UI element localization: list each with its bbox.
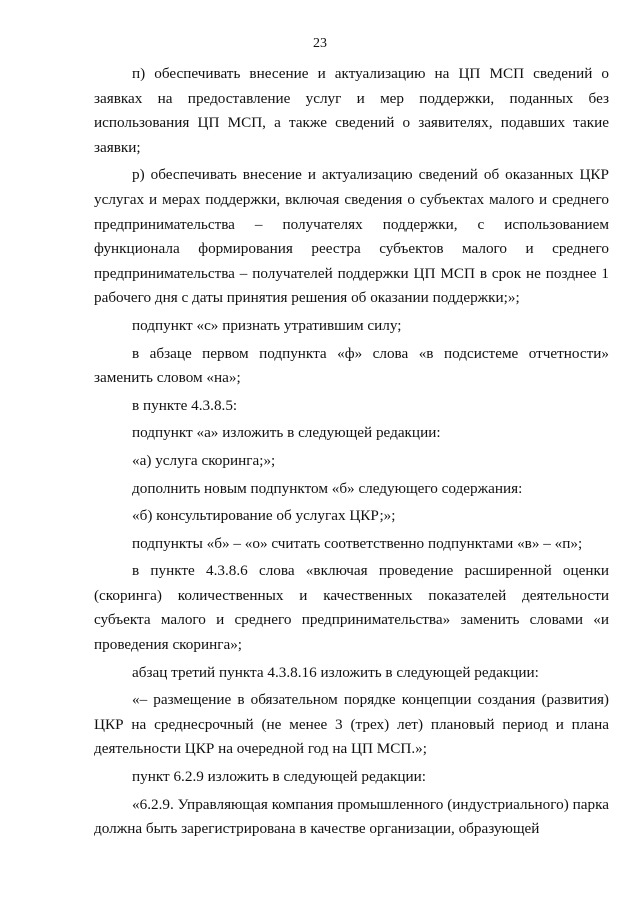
paragraph-6-2-9: пункт 6.2.9 изложить в следующей редакции: <box>132 768 426 786</box>
page-number: 23 <box>313 36 327 51</box>
paragraph-subitem-f: в абзаце первом подпункта «ф» слова «в подсистеме отчетности» заменить словом «на»; <box>94 344 609 387</box>
paragraph-4-3-8-6: в пункте 4.3.8.6 слова «включая проведение расширенной оценки (скоринга) количественных и качественных показателей деятельности субъекта малого и среднего предпринимательства» заменить словами «и проведения скоринга»; <box>94 562 609 654</box>
paragraph-4-3-8-16: абзац третий пункта 4.3.8.16 изложить в следующей редакции: <box>132 663 539 681</box>
paragraph-concept-placement: «– размещение в обязательном порядке концепции создания (развития) ЦКР на среднесрочный (не менее 3 (трех) лет) плановый период и плана деятельности ЦКР на очередной год на ЦП МСП.»; <box>94 691 609 758</box>
paragraph-renumber: подпункты «б» – «о» считать соответственно подпунктами «в» – «п»; <box>132 534 583 552</box>
paragraph-consulting: «б) консультирование об услугах ЦКР;»; <box>132 507 396 525</box>
paragraph-scoring-service: «а) услуга скоринга;»; <box>132 451 276 469</box>
paragraph-subitem-a: подпункт «а» изложить в следующей редакции: <box>132 424 441 442</box>
paragraph-4-3-8-5: в пункте 4.3.8.5: <box>132 396 238 414</box>
paragraph-add-subitem-b: дополнить новым подпунктом «б» следующего содержания: <box>132 479 523 497</box>
document-body <box>94 62 609 842</box>
paragraph-p: п) обеспечивать внесение и актуализацию на ЦП МСП сведений о заявках на предоставление услуг и мер поддержки, поданных без использования ЦП МСП, а также сведений о заявителях, подавших такие заявки; <box>94 65 609 156</box>
paragraph-subitem-s: подпункт «с» признать утратившим силу; <box>132 316 402 334</box>
paragraph-r: р) обеспечивать внесение и актуализацию сведений об оказанных ЦКР услугах и мерах поддержки, включая сведения о субъектах малого и среднего предпринимательства – получателях поддержки, с использованием функционала формирования реестра субъектов малого и среднего предпринимательства – получателей поддержки ЦП МСП в срок не позднее 1 рабочего дня с даты принятия решения об оказании поддержки;»; <box>94 166 609 307</box>
paragraph-6-2-9-text: «6.2.9. Управляющая компания промышленного (индустриального) парка должна быть зарегистрирована в качестве организации, образующей <box>94 795 609 838</box>
